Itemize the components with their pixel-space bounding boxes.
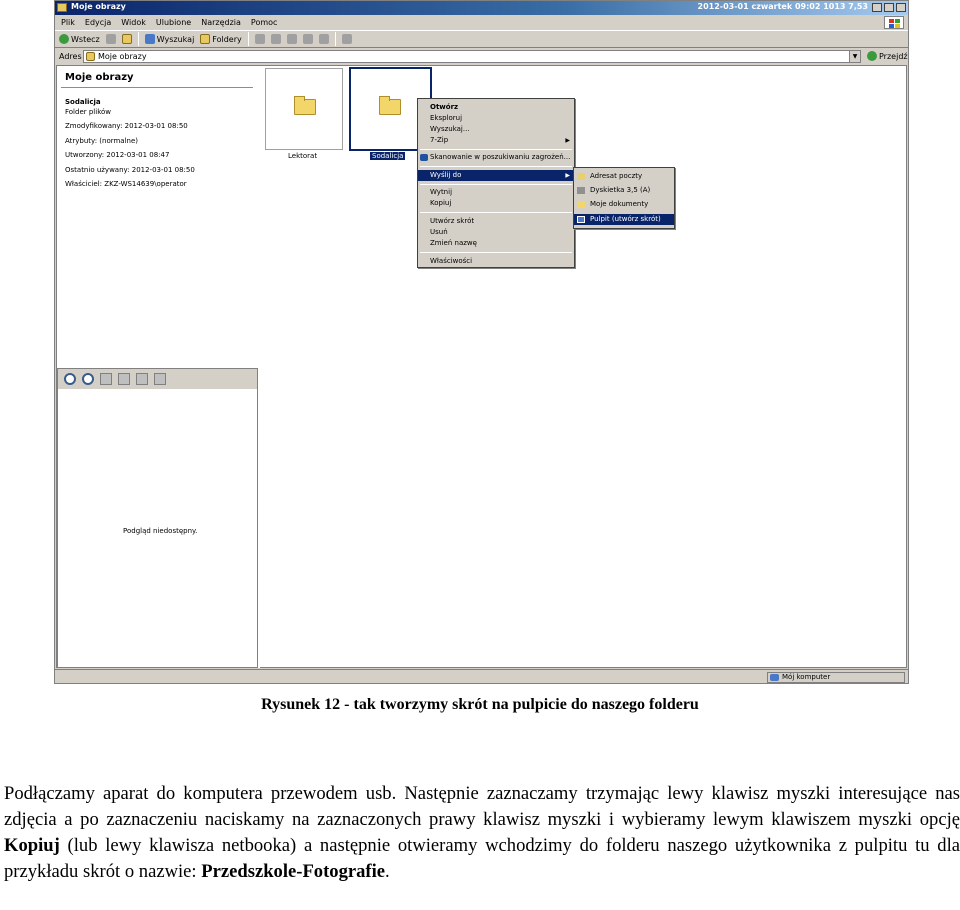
search-icon	[145, 34, 155, 44]
menu-tools[interactable]: Narzędzia	[201, 18, 241, 27]
status-location	[767, 672, 905, 683]
chevron-right-icon: ▶	[565, 137, 570, 144]
folder-icon	[379, 99, 401, 115]
back-arrow-icon	[59, 34, 69, 44]
window-controls	[872, 3, 906, 12]
menu-desktop-shortcut-label: Pulpit (utwórz skrót)	[590, 215, 661, 223]
toolbar-separator	[248, 32, 249, 46]
menu-bar	[55, 15, 908, 30]
toolbar-separator	[335, 32, 336, 46]
desktop-icon	[577, 216, 585, 223]
paragraph-end: .	[385, 861, 390, 882]
address-value: Moje obrazy	[98, 51, 147, 61]
paragraph-part-1: Podłączamy aparat do komputera przewodem usb. Następnie zaznaczamy trzymając lewy klawisz myszki interesujące nas zdjęcia a po zaznaczeniu naciskamy na zaznaczonych prawy klawisz myszki i wybieramy lewym klawiszem myszki opcję	[4, 783, 960, 830]
toolbar-separator	[138, 32, 139, 46]
folder-label-selected[interactable]: Sodalicja	[372, 152, 404, 160]
menu-delete[interactable]: Usuń	[430, 228, 448, 236]
shield-icon	[420, 154, 428, 161]
clock: 2012-03-01 czwartek 09:02 1013 7,53	[697, 2, 868, 11]
go-arrow-icon	[867, 51, 877, 61]
menu-floppy[interactable]	[574, 185, 674, 196]
owner: Właściciel: ZKZ-WS14639\operator	[65, 180, 187, 188]
views-icon[interactable]	[342, 34, 352, 44]
status-location-label: Mój komputer	[782, 673, 831, 681]
floppy-icon	[577, 187, 585, 194]
send-to-submenu	[573, 167, 675, 229]
preview-message: Podgląd niedostępny.	[123, 527, 198, 535]
close-button[interactable]	[896, 3, 906, 12]
zoom-out-icon[interactable]	[82, 373, 94, 385]
best-fit-icon[interactable]	[100, 373, 112, 385]
search-label: Wyszukaj	[156, 34, 195, 44]
zoom-in-icon[interactable]	[64, 373, 76, 385]
back-label: Wstecz	[71, 34, 100, 44]
selected-name: Sodalicja	[65, 98, 101, 106]
envelope-icon	[577, 173, 585, 180]
menu-properties[interactable]: Właściwości	[430, 257, 473, 265]
minimize-button[interactable]	[872, 3, 882, 12]
move-to-icon[interactable]	[271, 34, 281, 44]
toolbar	[55, 30, 908, 48]
print-icon[interactable]	[154, 373, 166, 385]
file-details	[65, 98, 195, 190]
address-label: Adres	[59, 51, 82, 61]
delete-icon[interactable]	[303, 34, 313, 44]
folder-up-icon[interactable]	[122, 34, 132, 44]
search-button[interactable]	[145, 34, 195, 44]
menu-cut[interactable]: Wytnij	[430, 188, 453, 196]
menu-edit[interactable]: Edycja	[84, 18, 112, 27]
folders-icon	[200, 34, 210, 44]
details-pane	[57, 66, 260, 668]
menu-desktop-shortcut[interactable]	[574, 214, 674, 225]
created-date: Utworzony: 2012-03-01 08:47	[65, 151, 170, 159]
menu-open[interactable]: Otwórz	[430, 103, 459, 111]
divider	[61, 87, 253, 88]
main-content	[56, 65, 907, 668]
menu-copy[interactable]: Kopiuj	[430, 199, 452, 207]
menu-mail-recipient-label: Adresat poczty	[590, 172, 643, 180]
modified-date: Zmodyfikowany: 2012-03-01 08:50	[65, 122, 188, 130]
menu-search[interactable]: Wyszukaj...	[430, 125, 470, 133]
folder-name: Przedszkole-Fotografie	[201, 861, 386, 882]
slideshow-icon[interactable]	[136, 373, 148, 385]
last-used-date: Ostatnio używany: 2012-03-01 08:50	[65, 165, 195, 174]
title-bar	[55, 1, 908, 15]
preview-toolbar	[58, 369, 257, 389]
chevron-down-icon[interactable]: ▼	[849, 51, 860, 62]
preview-pane	[57, 368, 258, 668]
menu-mail-recipient[interactable]	[574, 171, 674, 182]
windows-logo-icon	[884, 16, 904, 29]
copy-to-icon[interactable]	[287, 34, 297, 44]
undo-icon[interactable]	[319, 34, 329, 44]
menu-divider	[420, 252, 572, 253]
folder-icon	[294, 99, 316, 115]
address-bar	[55, 48, 908, 64]
folders-button[interactable]	[200, 34, 241, 44]
folder-icon	[86, 52, 95, 61]
menu-7zip[interactable]	[418, 135, 574, 146]
chevron-right-icon: ▶	[565, 172, 570, 179]
menu-divider	[420, 149, 572, 150]
menu-floppy-label: Dyskietka 3,5 (A)	[590, 186, 651, 194]
menu-7zip-label: 7-Zip	[430, 136, 449, 144]
menu-send-to-label: Wyślij do	[430, 171, 462, 179]
menu-divider	[420, 166, 572, 167]
go-button[interactable]	[867, 51, 908, 61]
maximize-button[interactable]	[884, 3, 894, 12]
menu-help[interactable]: Pomoc	[250, 18, 278, 27]
menu-divider	[420, 184, 572, 185]
explorer-window	[54, 0, 909, 684]
status-bar	[55, 669, 908, 684]
figure-caption: Rysunek 12 - tak tworzymy skrót na pulpicie do naszego folderu	[261, 696, 699, 713]
body-paragraph	[4, 781, 960, 885]
menu-view[interactable]: Widok	[121, 18, 146, 27]
folders-label: Foldery	[212, 34, 242, 44]
go-label: Przejdź	[879, 51, 908, 61]
folder-icon	[577, 201, 585, 208]
folder-icon	[57, 3, 67, 12]
menu-scan[interactable]	[418, 152, 574, 163]
actual-size-icon[interactable]	[118, 373, 130, 385]
menu-favorites[interactable]: Ulubione	[155, 18, 192, 27]
menu-my-documents-label: Moje dokumenty	[590, 200, 649, 208]
back-button[interactable]	[59, 34, 100, 44]
window-title: Moje obrazy	[71, 2, 126, 11]
menu-rename[interactable]: Zmień nazwę	[430, 239, 477, 247]
attributes: Atrybuty: (normalne)	[65, 136, 139, 145]
menu-divider	[420, 212, 572, 213]
menu-scan-label: Skanowanie w poszukiwaniu zagrożeń...	[430, 153, 571, 161]
context-menu	[417, 98, 575, 268]
menu-my-documents[interactable]	[574, 199, 674, 210]
menu-file[interactable]: Plik	[61, 18, 75, 27]
folder-label[interactable]: Lektorat	[288, 152, 318, 160]
computer-icon	[770, 674, 779, 681]
address-field[interactable]	[83, 50, 861, 63]
menu-create-shortcut[interactable]: Utwórz skrót	[430, 217, 475, 225]
forward-arrow-icon[interactable]	[106, 34, 116, 44]
kopiuj-option: Kopiuj	[4, 835, 60, 856]
pane-title: Moje obrazy	[65, 72, 134, 83]
menu-send-to[interactable]	[418, 170, 574, 181]
selected-type: Folder plików	[65, 107, 112, 116]
menu-explore[interactable]: Eksploruj	[430, 114, 463, 122]
folder-thumbnail[interactable]	[265, 68, 343, 150]
paragraph-part-2: (lub lewy klawisza netbooka) a następnie otwieramy wchodzimy do folderu naszego użytkownika z pulpitu tu dla przykładu skrót o nazwie:	[4, 835, 960, 882]
history-icon[interactable]	[255, 34, 265, 44]
